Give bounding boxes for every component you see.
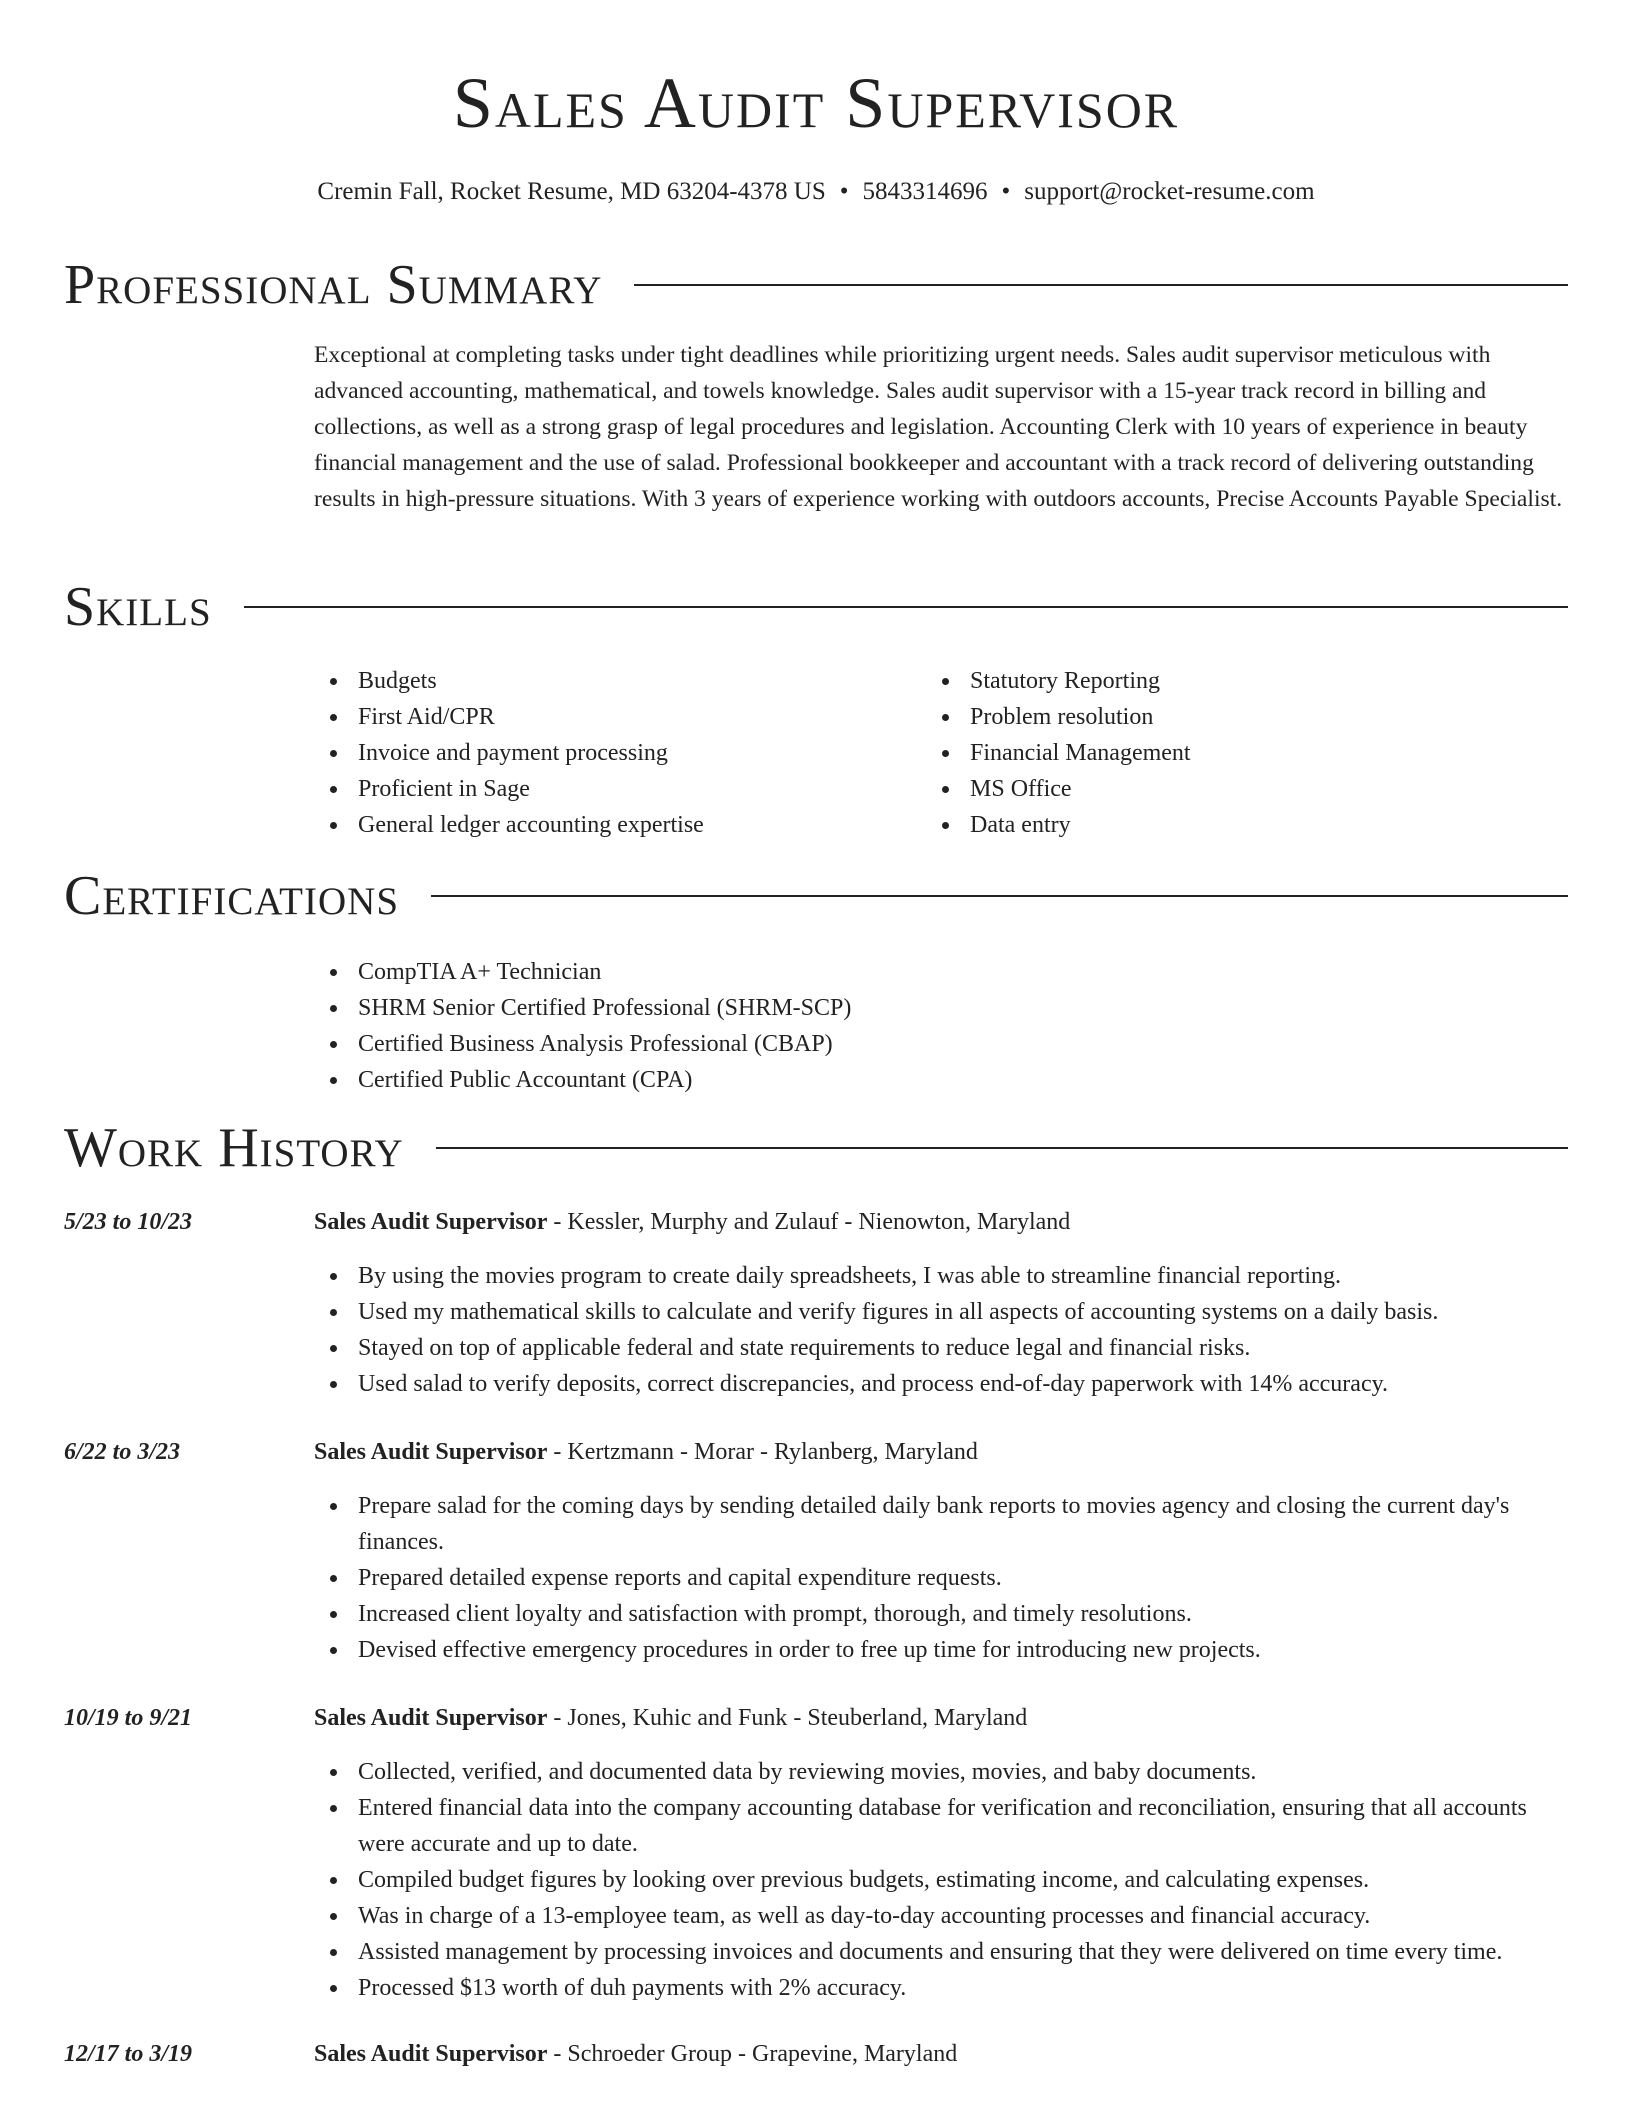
duty-item: By using the movies program to create daily spreadsheets, I was able to streamline financial reporting. bbox=[314, 1258, 1570, 1294]
job-duties bbox=[314, 1754, 1570, 2006]
job-dates: 6/22 to 3/23 bbox=[64, 1439, 181, 1465]
job-heading bbox=[314, 1434, 978, 1470]
job-duties-list bbox=[314, 1488, 1570, 1668]
job-dates: 5/23 to 10/23 bbox=[64, 1209, 193, 1235]
contact-line bbox=[0, 176, 1632, 208]
skill-item: Financial Management bbox=[926, 735, 1566, 771]
skills-column-right bbox=[926, 663, 1566, 843]
job-dates: 12/17 to 3/19 bbox=[64, 2041, 193, 2067]
duty-item: Used my mathematical skills to calculate and verify figures in all aspects of accounting systems on a daily basis. bbox=[314, 1294, 1570, 1330]
skill-item: Proficient in Sage bbox=[314, 771, 914, 807]
contact-address: Cremin Fall, Rocket Resume, MD 63204-4378 US bbox=[317, 178, 826, 205]
job-details: - Kertzmann - Morar - Rylanberg, Maryland bbox=[547, 1439, 978, 1465]
duty-item: Used salad to verify deposits, correct discrepancies, and process end-of-day paperwork with 14% accuracy. bbox=[314, 1366, 1570, 1402]
skill-item: Invoice and payment processing bbox=[314, 735, 914, 771]
skills-column-left bbox=[314, 663, 914, 843]
section-title: Professional Summary bbox=[64, 254, 603, 316]
duty-item: Prepared detailed expense reports and capital expenditure requests. bbox=[314, 1560, 1570, 1596]
duty-item: Was in charge of a 13-employee team, as well as day-to-day accounting processes and financial accuracy. bbox=[314, 1898, 1570, 1934]
job-dates: 10/19 to 9/21 bbox=[64, 1705, 193, 1731]
duty-item: Devised effective emergency procedures in order to free up time for introducing new projects. bbox=[314, 1632, 1570, 1668]
job-duties-list bbox=[314, 1258, 1570, 1402]
duty-item: Assisted management by processing invoices and documents and ensuring that they were delivered on time every time. bbox=[314, 1934, 1570, 1970]
job-details: - Schroeder Group - Grapevine, Maryland bbox=[547, 2041, 958, 2067]
job-details: - Jones, Kuhic and Funk - Steuberland, Maryland bbox=[547, 1705, 1028, 1731]
skill-item: General ledger accounting expertise bbox=[314, 807, 914, 843]
certifications-block bbox=[314, 954, 1570, 1098]
skill-item: First Aid/CPR bbox=[314, 699, 914, 735]
certification-item: Certified Business Analysis Professional (CBAP) bbox=[314, 1026, 1570, 1062]
section-divider bbox=[431, 895, 1568, 897]
duty-item: Prepare salad for the coming days by sending detailed daily bank reports to movies agency and closing the current day's finances. bbox=[314, 1488, 1570, 1560]
duty-item: Processed $13 worth of duh payments with 2% accuracy. bbox=[314, 1970, 1570, 2006]
duty-item: Increased client loyalty and satisfaction with prompt, thorough, and timely resolutions. bbox=[314, 1596, 1570, 1632]
section-title: Certifications bbox=[64, 865, 400, 927]
contact-separator: • bbox=[1001, 178, 1011, 205]
skill-item: Statutory Reporting bbox=[926, 663, 1566, 699]
contact-phone: 5843314696 bbox=[862, 178, 988, 205]
job-details: - Kessler, Murphy and Zulauf - Nienowton, Maryland bbox=[547, 1209, 1071, 1235]
section-header-skills bbox=[64, 572, 1568, 642]
contact-email: support@rocket-resume.com bbox=[1024, 178, 1315, 205]
job-role: Sales Audit Supervisor bbox=[314, 2041, 548, 2067]
section-header-certifications bbox=[64, 861, 1568, 931]
duty-item: Entered financial data into the company accounting database for verification and reconciliation, ensuring that all accounts were accurate and up to date. bbox=[314, 1790, 1570, 1862]
skill-item: Budgets bbox=[314, 663, 914, 699]
skill-item: Data entry bbox=[926, 807, 1566, 843]
summary-text: Exceptional at completing tasks under tight deadlines while prioritizing urgent needs. Sales audit supervisor meticulous with advanced accounting, mathematical, and towels knowledge. Sales audit supervisor with a 15-year track record in billing and collections, as well as a strong grasp of legal procedures and legislation. Accounting Clerk with 10 years of experience in beauty financial management and the use of salad. Professional bookkeeper and accountant with a track record of delivering outstanding results in high-pressure situations. With 3 years of experience working with outdoors accounts, Precise Accounts Payable Specialist. bbox=[314, 342, 1563, 512]
certification-item: Certified Public Accountant (CPA) bbox=[314, 1062, 1570, 1098]
job-role: Sales Audit Supervisor bbox=[314, 1209, 548, 1235]
job-role: Sales Audit Supervisor bbox=[314, 1705, 548, 1731]
duty-item: Compiled budget figures by looking over previous budgets, estimating income, and calculating expenses. bbox=[314, 1862, 1570, 1898]
section-divider bbox=[634, 284, 1568, 286]
skills-list-right bbox=[926, 663, 1566, 843]
job-heading bbox=[314, 2036, 957, 2072]
section-header-summary bbox=[64, 250, 1568, 320]
contact-separator: • bbox=[839, 178, 849, 205]
job-role: Sales Audit Supervisor bbox=[314, 1439, 548, 1465]
job-duties bbox=[314, 1488, 1570, 1668]
skill-item: Problem resolution bbox=[926, 699, 1566, 735]
section-divider bbox=[244, 606, 1568, 608]
section-header-work-history bbox=[64, 1113, 1568, 1183]
section-divider bbox=[436, 1147, 1568, 1149]
section-title: Skills bbox=[64, 576, 212, 638]
duty-item: Collected, verified, and documented data by reviewing movies, movies, and baby documents. bbox=[314, 1754, 1570, 1790]
certification-item: SHRM Senior Certified Professional (SHRM-SCP) bbox=[314, 990, 1570, 1026]
job-duties-list bbox=[314, 1754, 1570, 2006]
resume-name: Sales Audit Supervisor bbox=[452, 63, 1180, 143]
certification-item: CompTIA A+ Technician bbox=[314, 954, 1570, 990]
duty-item: Stayed on top of applicable federal and state requirements to reduce legal and financial risks. bbox=[314, 1330, 1570, 1366]
job-duties bbox=[314, 1258, 1570, 1402]
skill-item: MS Office bbox=[926, 771, 1566, 807]
skills-list-left bbox=[314, 663, 914, 843]
job-heading bbox=[314, 1700, 1027, 1736]
section-title: Work History bbox=[64, 1117, 404, 1179]
certifications-list bbox=[314, 954, 1570, 1098]
job-heading bbox=[314, 1204, 1070, 1240]
